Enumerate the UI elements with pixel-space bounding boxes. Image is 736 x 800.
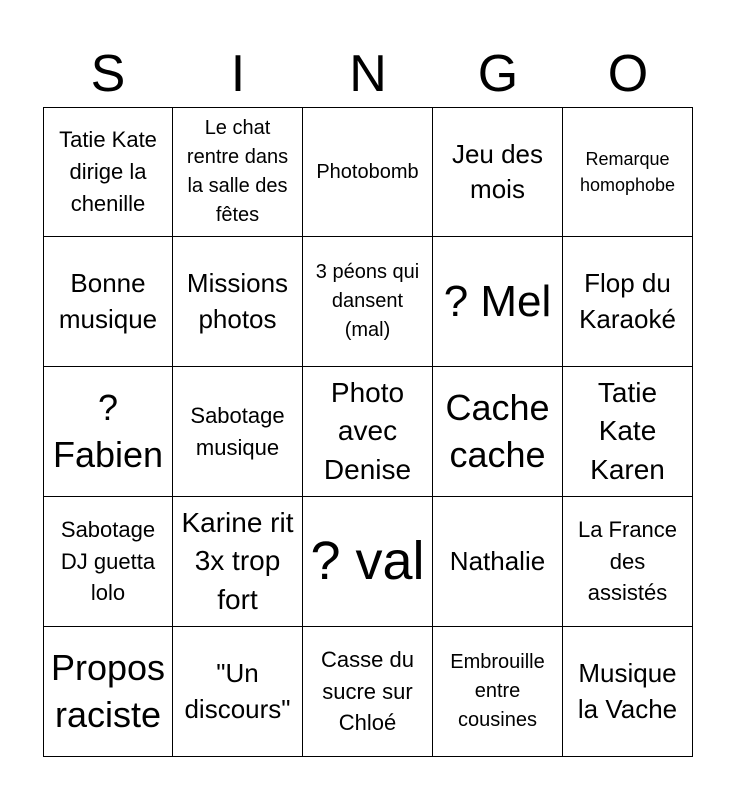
bingo-cell-text: Karine rit 3x trop fort: [181, 506, 294, 615]
bingo-cell[interactable]: [303, 627, 433, 757]
bingo-cell-text: Tatie Kate dirige la chenille: [59, 127, 157, 216]
bingo-cell[interactable]: [43, 497, 173, 627]
bingo-header: [43, 40, 693, 108]
bingo-cell[interactable]: [303, 367, 433, 497]
bingo-cell[interactable]: [43, 107, 173, 237]
bingo-cell-text: Sabotage musique: [190, 402, 285, 460]
bingo-cell[interactable]: [563, 367, 693, 497]
bingo-cell-text: Casse du sucre sur Chloé: [321, 646, 414, 736]
bingo-cell[interactable]: [433, 367, 563, 497]
bingo-cell-text: "Un discours": [184, 658, 291, 724]
bingo-cell-text: Bonne musique: [58, 268, 158, 334]
bingo-cell-text: Sabotage DJ guetta lolo: [60, 516, 156, 606]
bingo-cell-text: La France des assistés: [577, 516, 678, 606]
bingo-cell-text: Tatie Kate Karen: [590, 376, 665, 485]
bingo-cell-text: Embrouille entre cousines: [450, 651, 545, 731]
bingo-cell[interactable]: [303, 237, 433, 367]
bingo-cell-text: Missions photos: [186, 268, 289, 334]
bingo-cell[interactable]: [173, 497, 303, 627]
bingo-cell-text: ? Fabien: [52, 386, 164, 475]
bingo-cell-text: Photobomb: [316, 160, 419, 183]
bingo-cell[interactable]: [173, 367, 303, 497]
bingo-cell-text: Cache cache: [445, 386, 550, 475]
bingo-cell[interactable]: [433, 237, 563, 367]
bingo-cell-text: Nathalie: [449, 545, 546, 576]
bingo-cell[interactable]: [43, 627, 173, 757]
header-letter-n: N: [349, 45, 387, 103]
bingo-cell-text: Jeu des mois: [451, 138, 544, 204]
bingo-cell-text: Flop du Karaoké: [579, 268, 676, 334]
header-letter-s: S: [90, 45, 126, 103]
bingo-cell[interactable]: [563, 237, 693, 367]
bingo-cell-text: Musique la Vache: [577, 658, 678, 724]
bingo-cell[interactable]: [303, 497, 433, 627]
bingo-cell[interactable]: [43, 237, 173, 367]
bingo-cell[interactable]: [173, 237, 303, 367]
bingo-cell[interactable]: [303, 107, 433, 237]
bingo-cell[interactable]: [173, 627, 303, 757]
bingo-cell[interactable]: [433, 497, 563, 627]
bingo-cell-text: ? val: [310, 530, 425, 591]
bingo-cell-text: Propos raciste: [50, 646, 166, 735]
bingo-cell-text: Remarque homophobe: [579, 148, 676, 195]
bingo-cell-text: 3 péons qui dansent (mal): [315, 261, 420, 341]
bingo-grid: [43, 107, 693, 757]
bingo-cell[interactable]: [563, 497, 693, 627]
bingo-cell-text: Photo avec Denise: [323, 376, 412, 485]
bingo-cell[interactable]: [563, 627, 693, 757]
header-letter-g: G: [477, 45, 519, 103]
bingo-cell-text: Le chat rentre dans la salle des fêtes: [186, 117, 289, 226]
bingo-cell[interactable]: [43, 367, 173, 497]
bingo-cell-text: ? Mel: [443, 276, 552, 326]
bingo-cell[interactable]: [173, 107, 303, 237]
header-letter-o: O: [607, 45, 649, 103]
bingo-cell[interactable]: [563, 107, 693, 237]
bingo-cell[interactable]: [433, 627, 563, 757]
header-letter-i: I: [230, 45, 246, 103]
bingo-cell[interactable]: [433, 107, 563, 237]
